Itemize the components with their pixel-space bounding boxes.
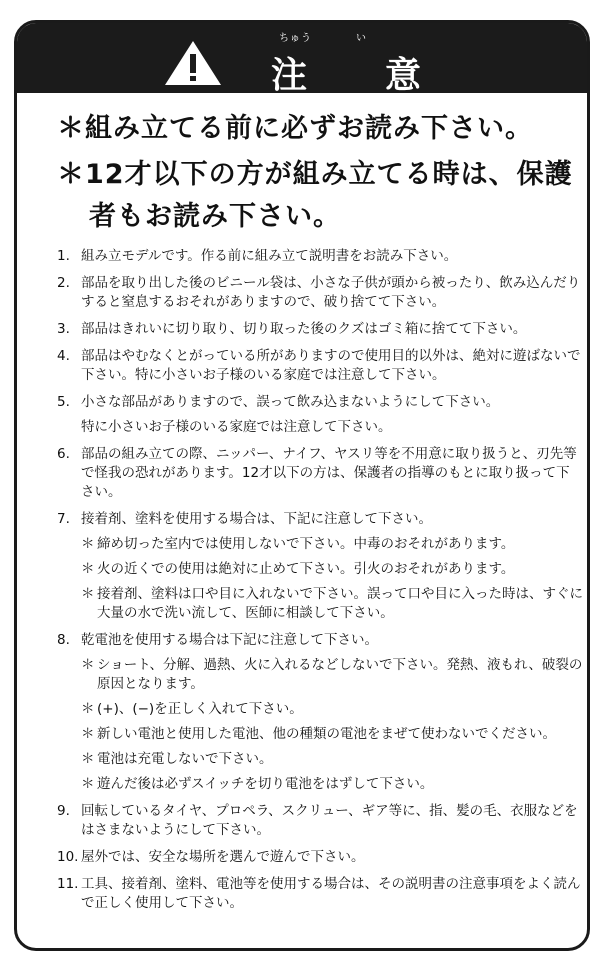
item-text: 乾電池を使用する場合は下記に注意して下さい。 xyxy=(81,632,378,648)
sub-item: ＊ 新しい電池と使用した電池、他の種類の電池をまぜて使わないでください。 xyxy=(81,726,556,742)
sub-item-text: 締め切った室内では使用しないで下さい。中毒のおそれがあります。 xyxy=(97,536,515,552)
item-text: 部品を取り出した後のビニール袋は、小さな子供が頭から被ったり、飲み込んだりすると窒息するおそれがありますので、破り捨てて下さい。 xyxy=(81,275,581,310)
item-text: 回転しているタイヤ、プロペラ、スクリュー、ギア等に、指、髪の毛、衣服などをはさまないようにして下さい。 xyxy=(81,803,578,838)
item-number: 4. xyxy=(57,348,70,364)
item-text: 工具、接着剤、塗料、電池等を使用する場合は、その説明書の注意事項をよく読んで正しく使用して下さい。 xyxy=(81,876,581,911)
sub-item: ＊ 火の近くでの使用は絶対に止めて下さい。引火のおそれがあります。 xyxy=(81,561,515,577)
sub-item: ＊ (+)、(−)を正しく入れて下さい。 xyxy=(81,701,303,717)
warning-triangle-icon xyxy=(163,39,223,87)
list-item xyxy=(57,393,583,437)
sub-item: ＊ 締め切った室内では使用しないで下さい。中毒のおそれがあります。 xyxy=(81,536,515,552)
item-text: 部品はやむなくとがっている所がありますので使用目的以外は、絶対に遊ばないで下さい。特に小さいお子様のいる家庭では注意して下さい。 xyxy=(81,348,581,383)
item-number: 5. xyxy=(57,394,70,410)
caution-header xyxy=(17,23,587,96)
sub-item-text: 遊んだ後は必ずスイッチを切り電池をはずして下さい。 xyxy=(97,776,434,792)
sub-item-text: 新しい電池と使用した電池、他の種類の電池をまぜて使わないでください。 xyxy=(97,726,556,742)
item-text: 屋外では、安全な場所を選んで遊んで下さい。 xyxy=(81,849,365,865)
intro-line-1: ＊組み立てる前に必ずお読み下さい。 xyxy=(57,113,533,144)
sub-item: ＊ ショート、分解、過熱、火に入れるなどしないで下さい。発熱、液もれ、破裂の原因となります。 xyxy=(81,657,583,692)
intro-line-2: ＊12才以下の方が組み立てる時は、保護 xyxy=(57,159,573,190)
list-item xyxy=(57,848,583,867)
list-item xyxy=(57,347,583,385)
item-number: 9. xyxy=(57,803,70,819)
sub-item-text: 火の近くでの使用は絶対に止めて下さい。引火のおそれがあります。 xyxy=(97,561,515,577)
item-text: 接着剤、塗料を使用する場合は、下記に注意して下さい。 xyxy=(81,511,432,527)
sub-item: ＊ 遊んだ後は必ずスイッチを切り電池をはずして下さい。 xyxy=(81,776,434,792)
item-text: 特に小さいお子様のいる家庭では注意して下さい。 xyxy=(81,419,392,435)
item-number: 8. xyxy=(57,632,70,648)
sub-item: ＊ 接着剤、塗料は口や目に入れないで下さい。誤って口や目に入った時は、すぐに大量の水で洗い流して、医師に相談して下さい。 xyxy=(81,586,583,621)
item-text: 部品の組み立ての際、ニッパー、ナイフ、ヤスリ等を不用意に取り扱うと、刃先等で怪我の恐れがあります。12才以下の方は、保護者の指導のもとに取り扱って下さい。 xyxy=(81,446,577,500)
header-title-left: 注 xyxy=(271,55,308,96)
item-number: 6. xyxy=(57,446,70,462)
item-number: 2. xyxy=(57,275,70,291)
sub-item-text: 電池は充電しないで下さい。 xyxy=(97,751,273,767)
list-item xyxy=(57,631,583,794)
list-item xyxy=(57,320,583,339)
sub-item-text: 接着剤、塗料は口や目に入れないで下さい。誤って口や目に入った時は、すぐに大量の水で洗い流して、医師に相談して下さい。 xyxy=(97,586,583,621)
item-number: 3. xyxy=(57,321,70,337)
item-number: 10. xyxy=(57,849,79,865)
header-ruby: ちゅう い xyxy=(279,33,367,44)
item-number: 11. xyxy=(57,876,79,892)
sub-item: ＊ 電池は充電しないで下さい。 xyxy=(81,751,273,767)
intro-line-3: 者もお読み下さい。 xyxy=(89,201,341,232)
list-item xyxy=(57,510,583,623)
caution-list xyxy=(57,247,583,921)
list-item xyxy=(57,247,583,266)
item-text: 組み立モデルです。作る前に組み立て説明書をお読み下さい。 xyxy=(81,248,458,264)
item-number: 7. xyxy=(57,511,70,527)
sub-item-text: (+)、(−)を正しく入れて下さい。 xyxy=(97,701,303,717)
list-item xyxy=(57,445,583,502)
item-text: 部品はきれいに切り取り、切り取った後のクズはゴミ箱に捨てて下さい。 xyxy=(81,321,527,337)
list-item xyxy=(57,274,583,312)
header-title-right: 意 xyxy=(385,55,422,96)
caution-sheet xyxy=(14,20,590,951)
item-text: 小さな部品がありますので、誤って飲み込まないようにして下さい。 xyxy=(81,394,500,410)
list-item xyxy=(57,875,583,913)
item-number: 1. xyxy=(57,248,70,264)
sub-item-text: ショート、分解、過熱、火に入れるなどしないで下さい。発熱、液もれ、破裂の原因となります。 xyxy=(97,657,583,692)
list-item xyxy=(57,802,583,840)
